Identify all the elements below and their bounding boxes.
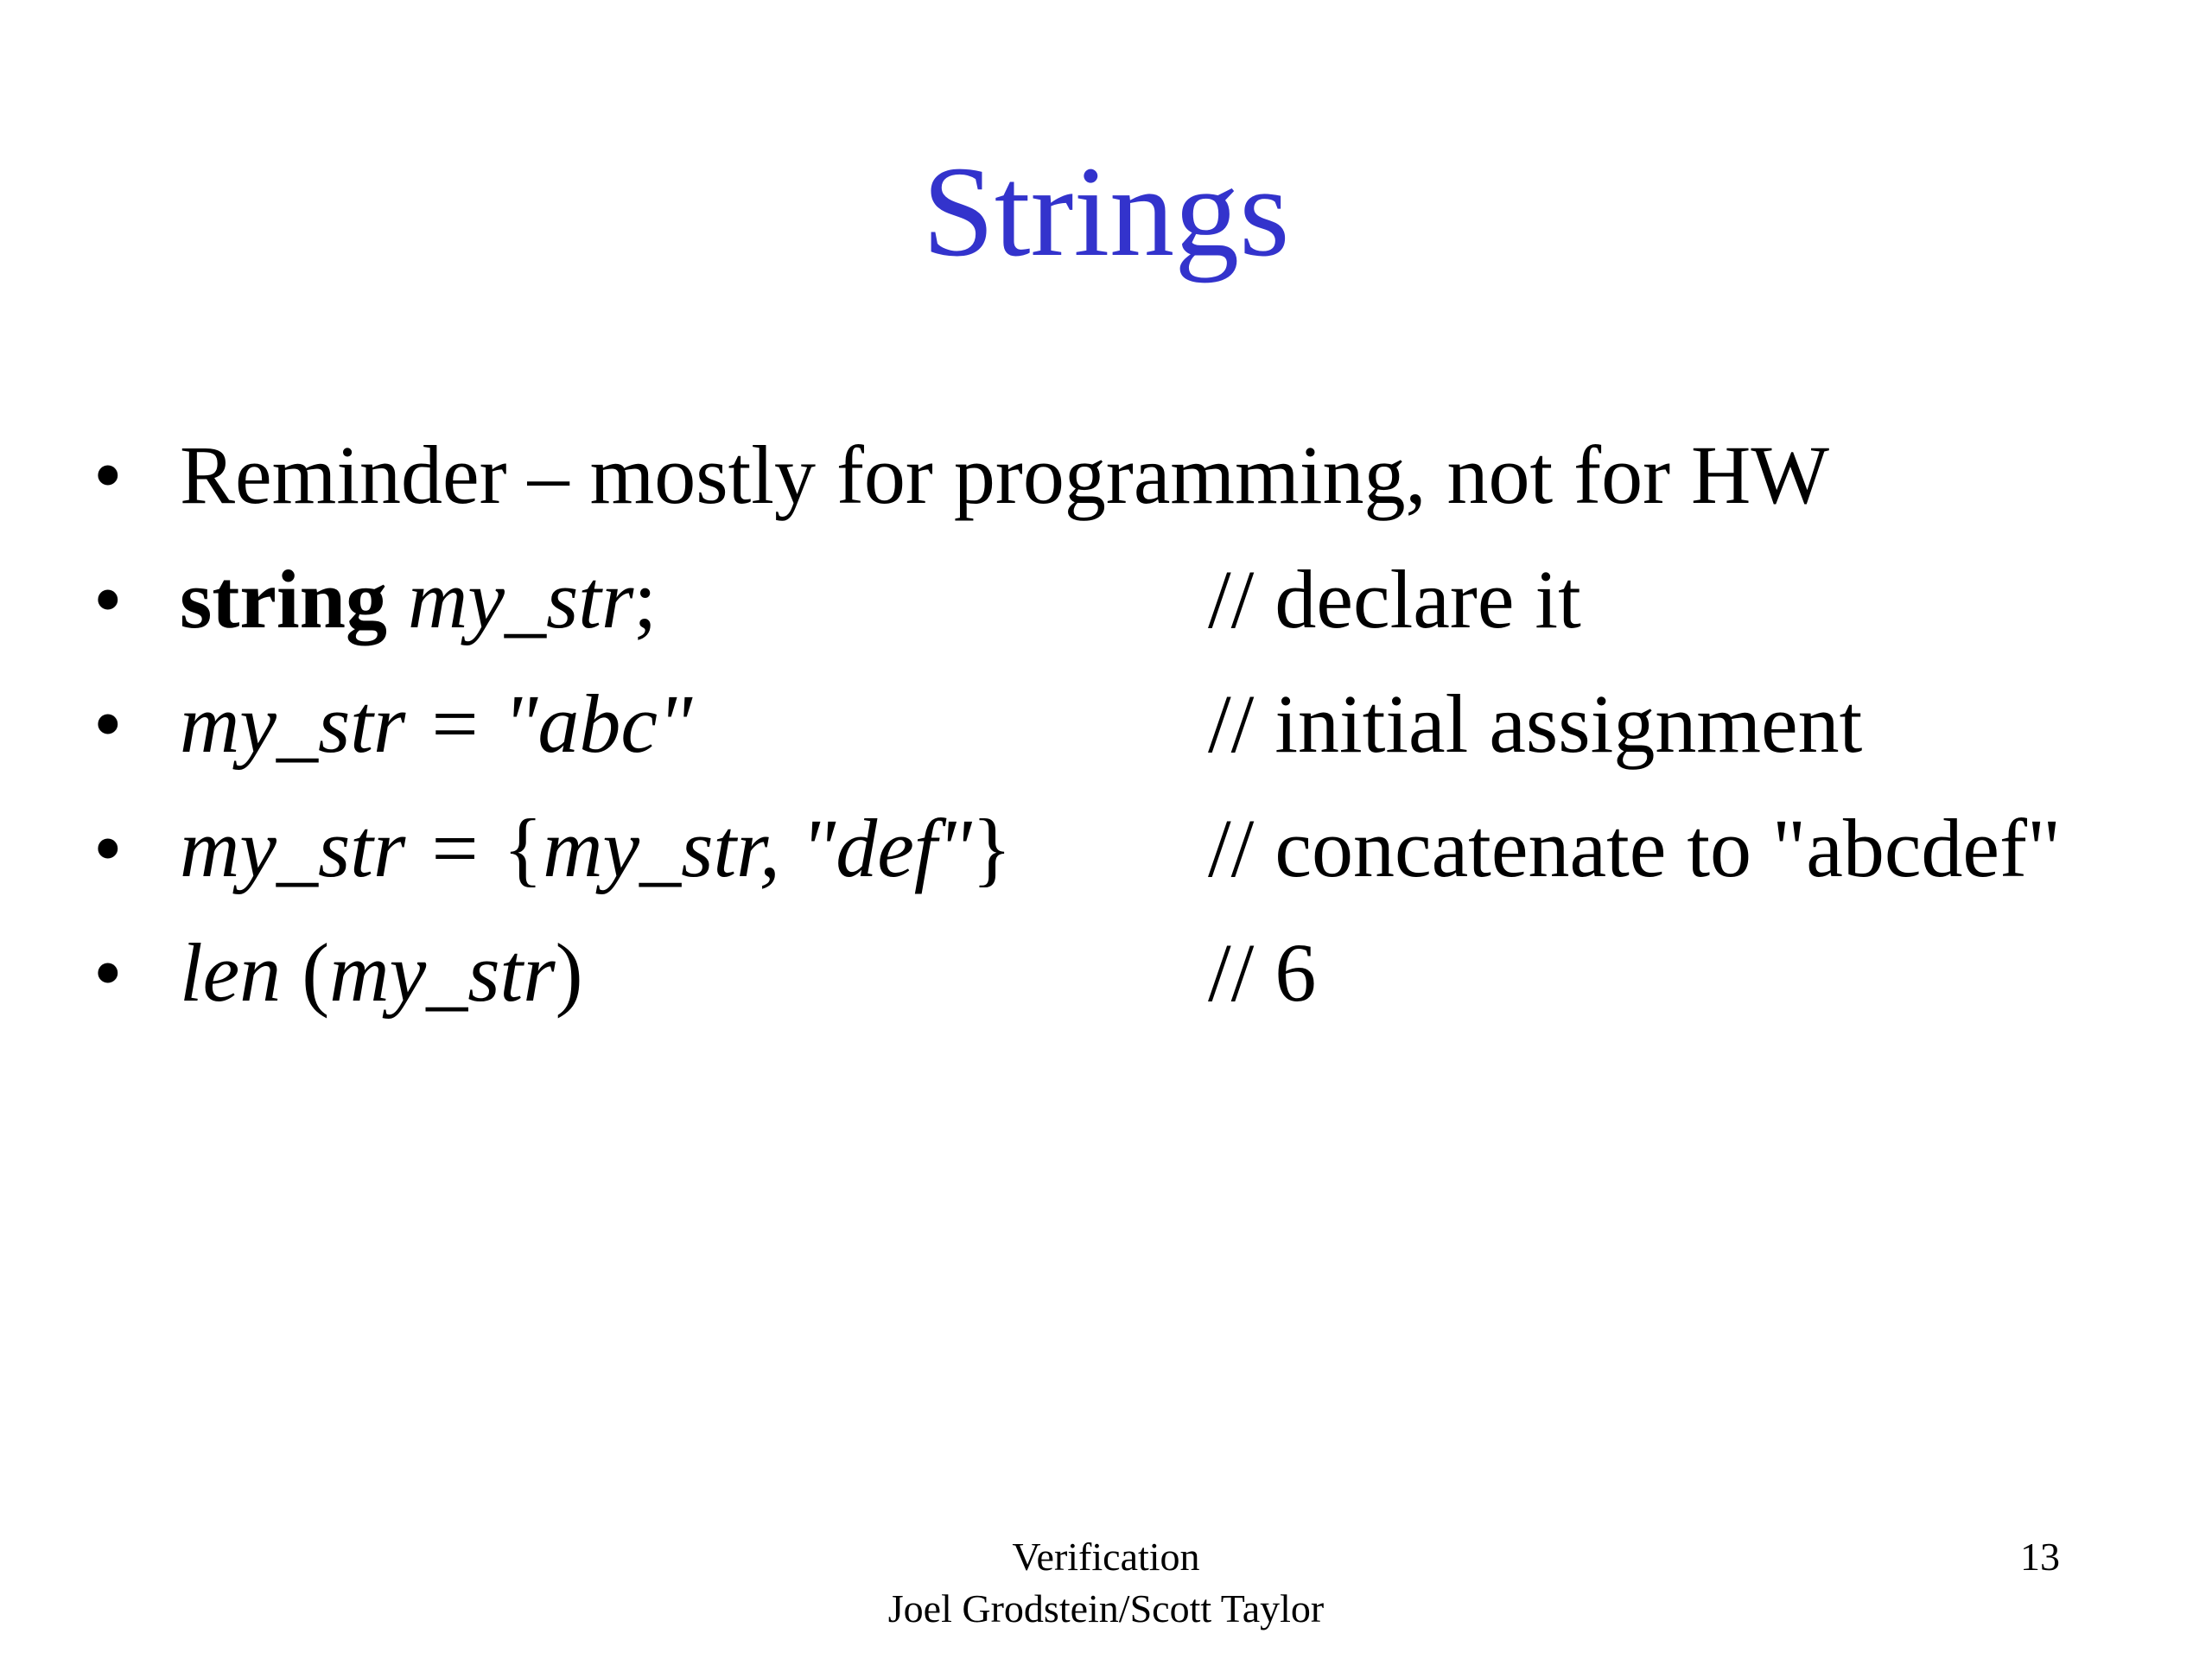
slide-title: Strings <box>922 140 1290 283</box>
code-inner: my_str, "def" <box>543 802 972 894</box>
bullet-item <box>93 552 2167 677</box>
code-comment: // 6 <box>1208 926 1317 1019</box>
code-function: len <box>180 926 282 1019</box>
code-argument: my_str <box>329 926 556 1019</box>
footer-course: Verification <box>1012 1535 1200 1579</box>
code-space <box>387 553 408 645</box>
bullet-marker: • <box>93 429 123 521</box>
bullet-marker: • <box>93 802 123 894</box>
bullet-text: Reminder – mostly for programming, not for HW <box>180 429 1829 521</box>
footer-authors: Joel Grodstein/Scott Taylor <box>887 1586 1325 1630</box>
code-statement <box>180 552 657 647</box>
slide-footer <box>0 1531 2212 1635</box>
code-comment: // initial assignment <box>1208 677 1863 770</box>
code-comment: // declare it <box>1208 553 1581 645</box>
code-statement: my_str = "abc" <box>180 677 693 770</box>
bullet-marker: • <box>93 677 123 770</box>
bullet-item <box>93 428 2167 552</box>
code-punctuation: ; <box>633 553 657 645</box>
code-variable: my_str <box>408 553 634 645</box>
bullet-marker: • <box>93 926 123 1019</box>
code-paren-open: ( <box>281 926 330 1019</box>
code-brace-open: { <box>503 802 543 894</box>
code-keyword: string <box>180 553 387 645</box>
bullet-marker: • <box>93 553 123 645</box>
bullet-list <box>93 428 2167 1050</box>
code-lhs: my_str = <box>180 802 504 894</box>
code-paren-close: ) <box>555 926 583 1019</box>
page-number: 13 <box>2020 1535 2060 1579</box>
code-brace-close: } <box>971 802 1012 894</box>
code-comment: // concatenate to "abcdef" <box>1208 802 2062 894</box>
code-statement <box>180 925 583 1020</box>
code-statement <box>180 801 1012 896</box>
bullet-item <box>93 677 2167 801</box>
bullet-item <box>93 925 2167 1050</box>
bullet-item <box>93 801 2167 925</box>
